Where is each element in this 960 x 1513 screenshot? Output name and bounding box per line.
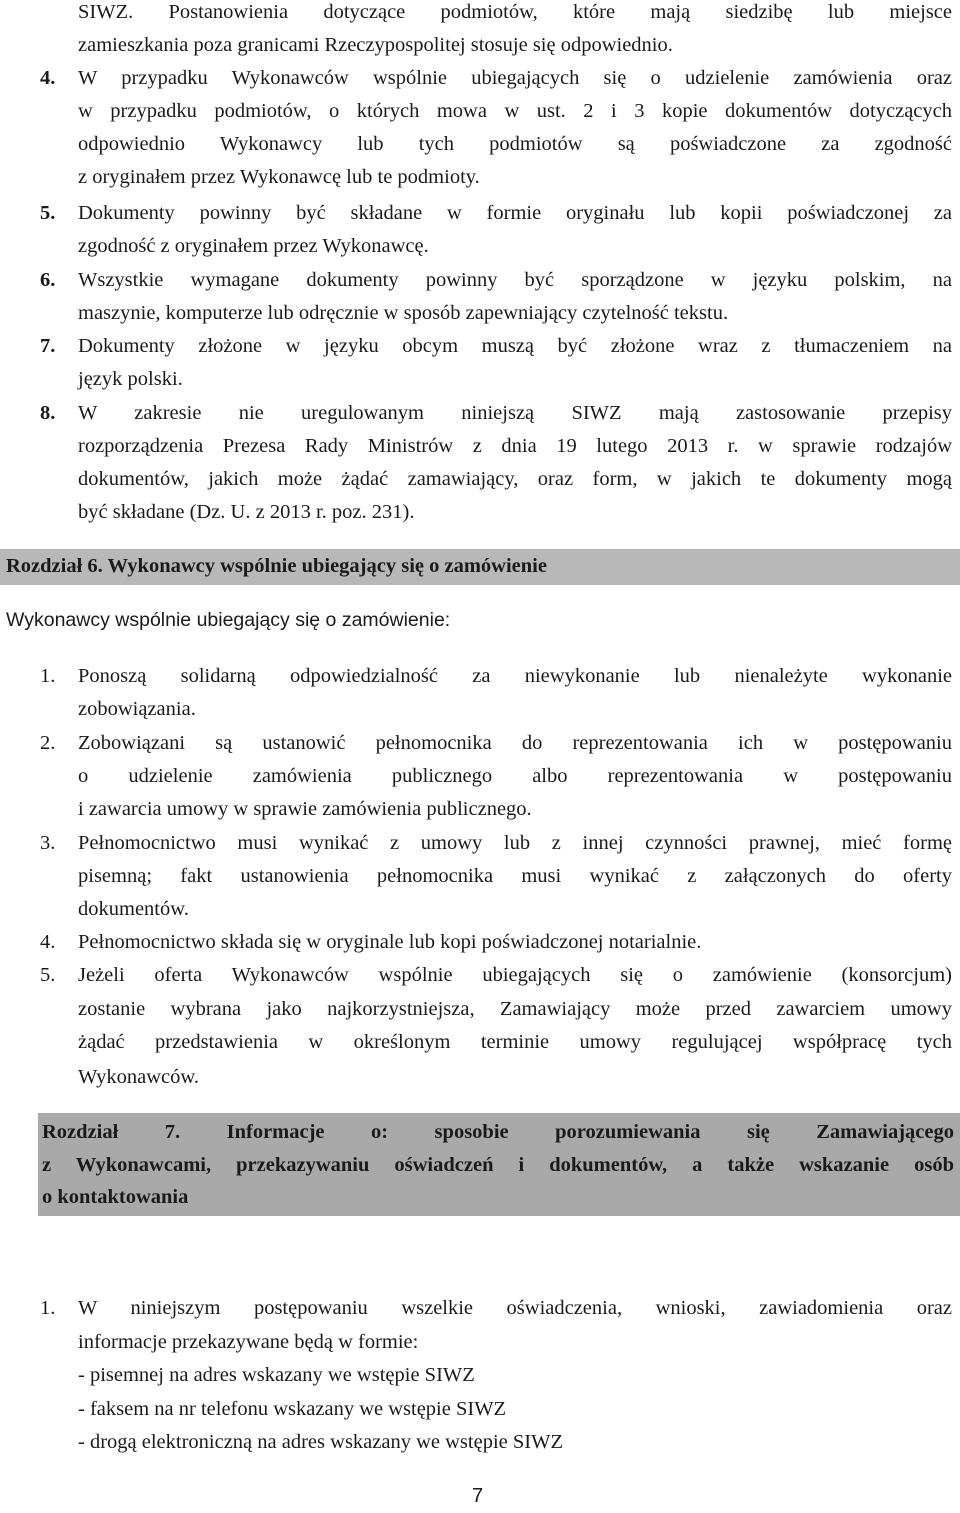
text-line: W przypadku Wykonawców wspólnie ubiegających się o udzielenie zamówienia oraz [78,67,952,89]
item-number: 5. [40,964,56,986]
text-line: i zawarcia umowy w sprawie zamówienia publicznego. [78,798,532,820]
chapter-7-heading-line: z Wykonawcami, przekazywaniu oświadczeń i dokumentów, a także wskazanie osób [42,1154,954,1176]
text-line: - faksem na nr telefonu wskazany we wstępie SIWZ [78,1398,507,1420]
chapter-6-intro: Wykonawcy wspólnie ubiegający się o zamówienie: [6,609,451,631]
text-line: zamieszkania poza granicami Rzeczypospolitej stosuje się odpowiednio. [78,34,673,56]
chapter-6-heading: Rozdział 6. Wykonawcy wspólnie ubiegający się o zamówienie [6,555,547,577]
item-number: 5. [40,202,56,224]
text-line: informacje przekazywane będą w formie: [78,1331,419,1353]
text-line: maszynie, komputerze lub odręcznie w sposób zapewniający czytelność tekstu. [78,302,729,324]
text-line: - pisemnej na adres wskazany we wstępie SIWZ [78,1364,475,1386]
text-line: żądać przedstawienia w określonym terminie umowy regulującej współpracę tych [78,1031,952,1053]
item-number: 3. [40,832,56,854]
text-line: zostanie wybrana jako najkorzystniejsza, Zamawiający może przed zawarciem umowy [78,998,952,1020]
text-line: język polski. [78,368,183,390]
text-line: W niniejszym postępowaniu wszelkie oświadczenia, wnioski, zawiadomienia oraz [78,1297,952,1319]
item-number: 4. [40,931,56,953]
text-line: - drogą elektroniczną na adres wskazany we wstępie SIWZ [78,1431,563,1453]
text-line: o udzielenie zamówienia publicznego albo reprezentowania w postępowaniu [78,765,952,787]
item-number: 4. [40,67,56,89]
chapter-7-heading-line: o kontaktowania [42,1186,189,1208]
text-line: Dokumenty złożone w języku obcym muszą być złożone wraz z tłumaczeniem na [78,335,952,357]
text-line: z oryginałem przez Wykonawcę lub te podmioty. [78,166,480,188]
text-line: Wykonawców. [78,1066,199,1088]
item-number: 2. [40,732,56,754]
text-line: zobowiązania. [78,698,196,720]
text-line: być składane (Dz. U. z 2013 r. poz. 231). [78,501,415,523]
text-line: Dokumenty powinny być składane w formie oryginału lub kopii poświadczonej za [78,202,952,224]
text-line: odpowiednio Wykonawcy lub tych podmiotów są poświadczone za zgodność [78,133,952,155]
page-number: 7 [472,1485,484,1507]
item-number: 1. [40,1297,56,1319]
text-line: Jeżeli oferta Wykonawców wspólnie ubiegających się o zamówienie (konsorcjum) [78,964,952,986]
item-number: 8. [40,402,56,424]
text-line: rozporządzenia Prezesa Rady Ministrów z dnia 19 lutego 2013 r. w sprawie rodzajów [78,435,952,457]
text-line: Pełnomocnictwo składa się w oryginale lub kopi poświadczonej notarialnie. [78,931,702,953]
text-line: w przypadku podmiotów, o których mowa w ust. 2 i 3 kopie dokumentów dotyczących [78,100,952,122]
text-line: Zobowiązani są ustanowić pełnomocnika do reprezentowania ich w postępowaniu [78,732,952,754]
text-line: SIWZ. Postanowienia dotyczące podmiotów, które mają siedzibę lub miejsce [78,1,952,23]
text-line: W zakresie nie uregulowanym niniejszą SIWZ mają zastosowanie przepisy [78,402,952,424]
text-line: Wszystkie wymagane dokumenty powinny być sporządzone w języku polskim, na [78,269,952,291]
item-number: 7. [40,335,56,357]
item-number: 6. [40,269,56,291]
text-line: Ponoszą solidarną odpowiedzialność za niewykonanie lub nienależyte wykonanie [78,665,952,687]
text-line: pisemną; fakt ustanowienia pełnomocnika musi wynikać z załączonych do oferty [78,865,952,887]
text-line: zgodność z oryginałem przez Wykonawcę. [78,235,429,257]
chapter-7-heading-line: Rozdział 7. Informacje o: sposobie porozumiewania się Zamawiającego [42,1121,954,1143]
text-line: Pełnomocnictwo musi wynikać z umowy lub z innej czynności prawnej, mieć formę [78,832,952,854]
text-line: dokumentów, jakich może żądać zamawiający, oraz form, w jakich te dokumenty mogą [78,468,952,490]
item-number: 1. [40,665,56,687]
text-line: dokumentów. [78,898,189,920]
